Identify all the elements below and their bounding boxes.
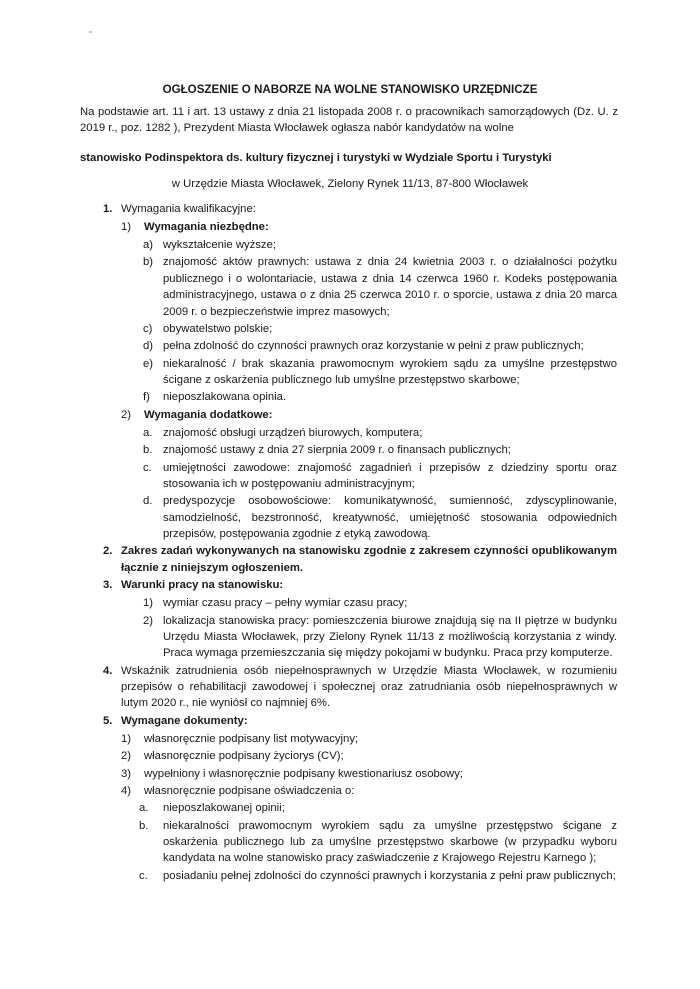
section-4 [103, 663, 617, 713]
list-item [143, 356, 617, 390]
item-marker: 1) [121, 732, 132, 745]
list-item [143, 254, 617, 321]
item-marker: c. [143, 461, 152, 474]
item-text: własnoręcznie podpisany list motywacyjny; [144, 732, 359, 745]
section-title: Wymagania kwalifikacyjne: [121, 203, 256, 215]
item-text: pełna zdolność do czynności prawnych oraz korzystanie w pełni z praw publicznych; [163, 340, 584, 353]
section-title: Warunki pracy na stanowisku: [121, 579, 284, 592]
section-title: Wymagane dokumenty: [121, 714, 248, 727]
item-marker: d) [143, 340, 154, 353]
item-text: posiadaniu pełnej zdolności do czynności prawnych i korzystania z pełni praw publicznych; [163, 869, 616, 882]
subsection-title: Wymagania niezbędne: [144, 221, 269, 233]
item-text: wypełniony i własnoręcznie podpisany kwestionariusz osobowy; [144, 767, 463, 780]
item-text: znajomość obsługi urządzeń biurowych, komputera; [163, 426, 423, 439]
item-marker: c. [139, 869, 148, 882]
item-marker: d. [143, 495, 153, 508]
subsection-number: 1) [121, 221, 132, 233]
list-item [143, 613, 617, 663]
section-number: 1. [103, 203, 113, 215]
item-marker: 3) [121, 767, 132, 780]
announcement-body [0, 201, 700, 885]
item-marker: e) [143, 357, 154, 370]
scan-speck [89, 31, 92, 33]
list-item [143, 595, 617, 612]
section-2 [103, 543, 617, 577]
item-marker: a) [143, 239, 154, 251]
section-5 [0, 713, 700, 731]
section-number: 5. [103, 714, 113, 727]
item-marker: b. [143, 444, 153, 457]
office-address: w Urzędzie Miasta Włocławek, Zielony Rynek 11/13, 87-800 Włocławek [171, 178, 529, 190]
position-name: stanowisko Podinspektora ds. kultury fizycznej i turystyki w Wydziale Sportu i Turystyki [80, 152, 552, 164]
list-item [143, 338, 617, 355]
item-text: predyspozycje osobowościowe: komunikatywność, sumienność, zdyscyplinowanie, samodzielność, bezstronność, kreatywność, umiejętność stosowania odpowiednich przepisów, postępowania zgodnie z etyką zawodową. [163, 495, 617, 540]
item-text: niekaralność / brak skazania prawomocnym wyrokiem sądu za umyślne przestępstwo ścigane z oskarżenia publicznego lub umyślne przestępstwo skarbowe; [163, 357, 617, 386]
item-text: umiejętności zawodowe: znajomość zagadnień i przepisów z dziedziny sportu oraz stosowania ich w postępowaniu administracyjnym; [163, 461, 617, 490]
list-item [139, 868, 617, 885]
section-1 [0, 201, 700, 219]
item-text: własnoręcznie podpisane oświadczenia o: [144, 784, 355, 797]
section-number: 3. [103, 579, 113, 592]
list-item [121, 748, 617, 765]
list-item [143, 493, 617, 543]
list-item [139, 818, 617, 868]
list-item [121, 766, 617, 783]
item-marker: b. [139, 819, 149, 832]
item-text: obywatelstwo polskie; [163, 322, 273, 335]
item-marker: 1) [143, 597, 154, 610]
item-text: nieposzlakowanej opinii; [163, 802, 285, 815]
item-text: wymiar czasu pracy – pełny wymiar czasu pracy; [163, 597, 408, 610]
item-marker: a. [139, 802, 149, 815]
item-marker: 2) [143, 614, 154, 627]
item-marker: f) [143, 391, 150, 404]
list-item [143, 389, 617, 406]
intro-paragraph: Na podstawie art. 11 i art. 13 ustawy z dnia 21 listopada 2008 r. o pracownikach samorządowych (Dz. U. z 2019 r., poz. 1282 ), Prezydent Miasta Włocławek ogłasza nabór kandydatów na wolne [80, 106, 618, 135]
item-text: znajomość aktów prawnych: ustawa z dnia 24 kwietnia 2003 r. o działalności pożytku publicznego i o wolontariacie, ustawa z dnia 14 czerwca 1960 r. Kodeks postępowania administracyjnego, ustawa o z dnia 25 czerwca 2010 r. o sporcie, ustawa z dnia 20 marca 2009 r. o bezpieczeństwie imprez masowych; [163, 256, 617, 318]
document-title: OGŁOSZENIE O NABORZE NA WOLNE STANOWISKO URZĘDNICZE [162, 83, 538, 96]
list-item [143, 442, 617, 459]
list-item [143, 425, 617, 442]
item-text: znajomość ustawy z dnia 27 sierpnia 2009 r. o finansach publicznych; [163, 444, 511, 457]
item-text: własnoręcznie podpisany życiorys (CV); [144, 750, 344, 763]
item-marker: 4) [121, 784, 132, 797]
section-number: 2. [103, 545, 113, 558]
section-text: Wskaźnik zatrudnienia osób niepełnosprawnych w Urzędzie Miasta Włocławek, w rozumieniu przepisów o rehabilitacji zawodowej i społecznej oraz zatrudniania osób niepełnosprawnych w lutym 2020 r., nie wyniósł co najmniej 6%. [121, 664, 617, 710]
item-text: nieposzlakowana opinia. [163, 391, 287, 404]
item-text: niekaralności prawomocnym wyrokiem sądu za umyślne przestępstwo ścigane z oskarżenia publicznego lub za umyślne przestępstwo skarbowe (w przypadku wyboru kandydata na wolne stanowisko pracy zaświadczenie z Krajowego Rejestru Karnego ); [163, 819, 617, 865]
subsection-title: Wymagania dodatkowe: [144, 408, 273, 421]
item-text: lokalizacja stanowiska pracy: pomieszczenia biurowe znajdują się na II piętrze w budynku Urzędu Miasta Włocławek, przy Zielony Rynek 11/13 z możliwością korzystania z windy. Praca wymaga przemieszczania się między pokojami w budynku. Praca przy komputerze. [163, 614, 617, 660]
section-number: 4. [103, 664, 113, 677]
subsection-required [0, 219, 700, 237]
list-item [143, 460, 617, 494]
item-marker: a. [143, 426, 153, 439]
item-text: wykształcenie wyższe; [163, 239, 277, 251]
item-marker: 2) [121, 750, 132, 763]
subsection-additional [0, 407, 700, 425]
list-item [143, 321, 617, 338]
item-marker: b) [143, 256, 154, 269]
section-text: Zakres zadań wykonywanych na stanowisku zgodnie z zakresem czynności opublikowanym łącznie z niniejszym ogłoszeniem. [121, 545, 617, 574]
subsection-number: 2) [121, 408, 132, 421]
list-item [121, 731, 617, 748]
list-item [139, 800, 617, 817]
list-item [143, 237, 617, 254]
list-item [121, 783, 617, 800]
section-3 [0, 577, 700, 595]
item-marker: c) [143, 322, 153, 335]
